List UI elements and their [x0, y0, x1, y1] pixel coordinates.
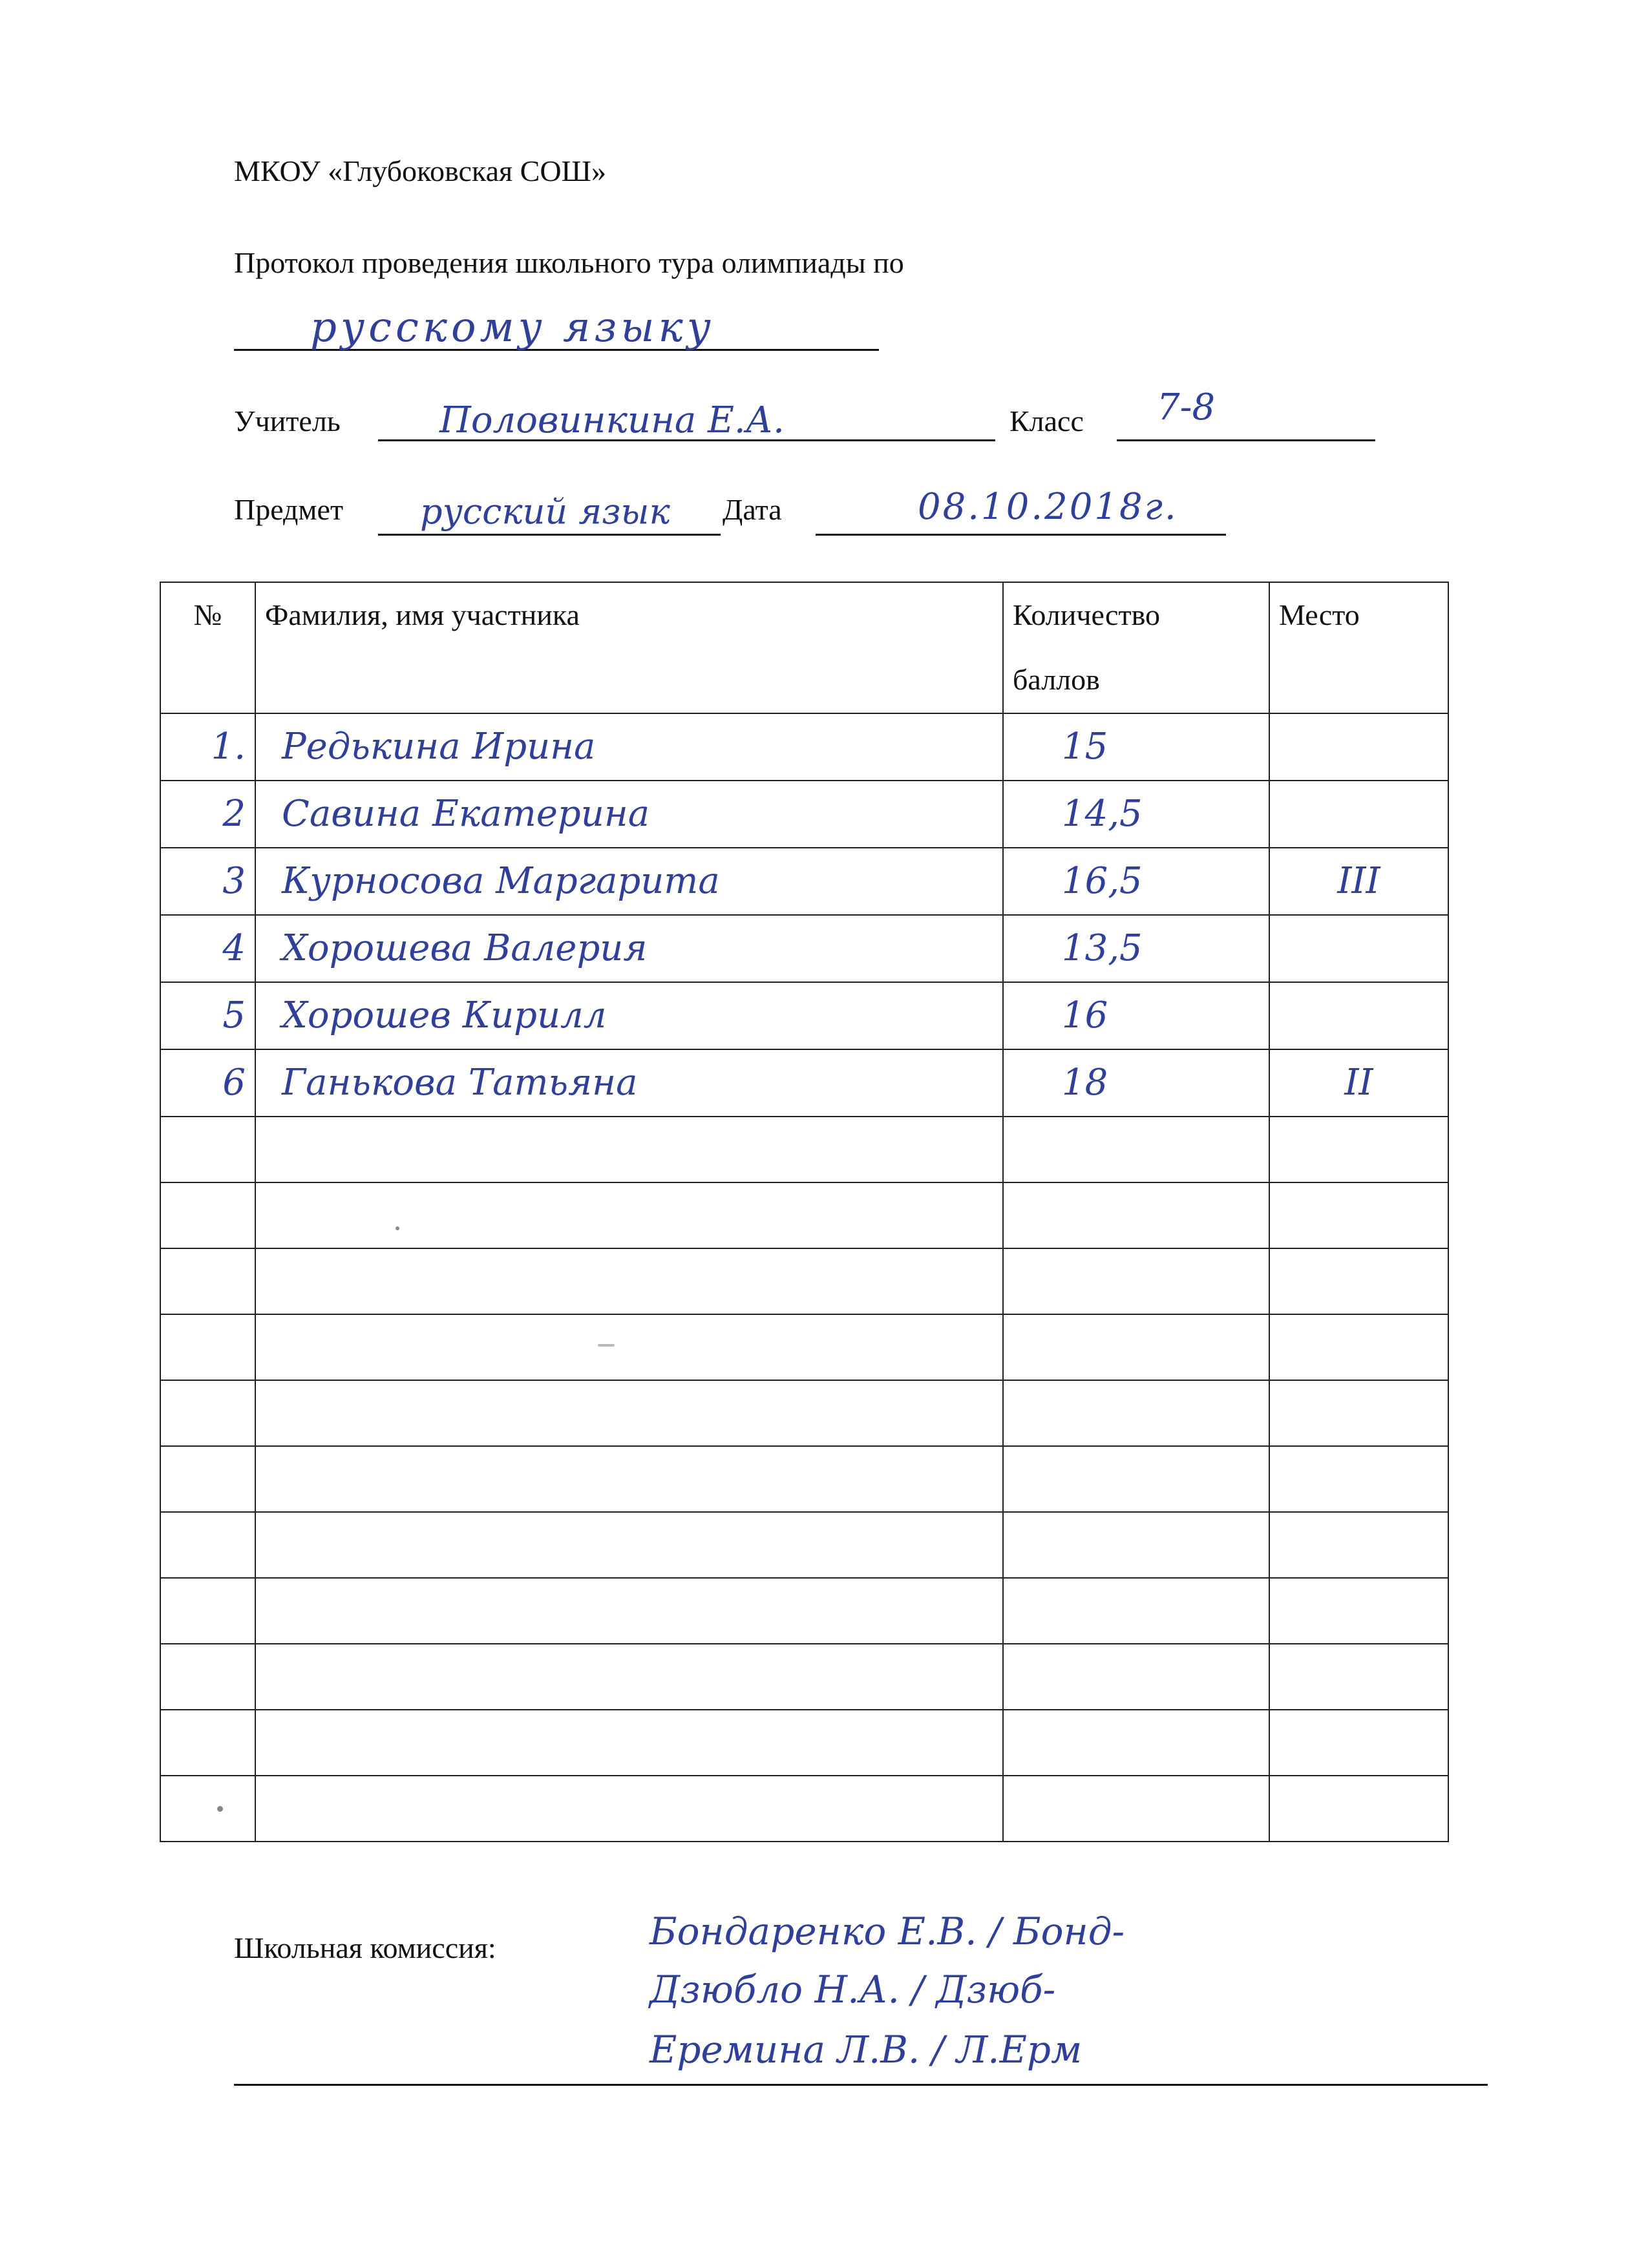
- cell-name: [255, 1512, 1003, 1578]
- cell-score: [1003, 1776, 1269, 1842]
- protocol-label: Протокол проведения школьного тура олимпиады по: [234, 246, 904, 279]
- signature-1: Бондаренко Е.В. / Бонд-: [650, 1909, 1125, 1953]
- cell-name: [255, 1182, 1003, 1248]
- header-score: [1003, 582, 1269, 713]
- header-place: Место: [1269, 582, 1448, 713]
- cell-place: [1269, 1446, 1448, 1512]
- cell-num: [160, 1117, 255, 1182]
- cell-num: [160, 781, 255, 848]
- cell-name: [255, 1710, 1003, 1776]
- cell-name-value: Курносова Маргарита: [282, 860, 720, 902]
- cell-name: [255, 1776, 1003, 1842]
- cell-place: [1269, 1380, 1448, 1446]
- cell-num: [160, 1314, 255, 1380]
- cell-num: [160, 1776, 255, 1842]
- cell-num: [160, 1049, 255, 1117]
- table-row: [160, 915, 1448, 982]
- cell-num-value: 2: [222, 793, 246, 835]
- cell-place-value: II: [1344, 1062, 1373, 1104]
- cell-num: [160, 1446, 255, 1512]
- cell-num-value: 6: [222, 1062, 246, 1104]
- header-num: №: [160, 582, 255, 713]
- date-value: 08.10.2018г.: [918, 486, 1178, 528]
- class-value: 7-8: [1157, 386, 1216, 428]
- school-name: МКОУ «Глубоковская СОШ»: [234, 154, 606, 187]
- cell-score: [1003, 1644, 1269, 1710]
- cell-num: [160, 915, 255, 982]
- cell-place: [1269, 1578, 1448, 1644]
- cell-place: [1269, 1710, 1448, 1776]
- cell-score: [1003, 1512, 1269, 1578]
- table-row: [160, 1446, 1448, 1512]
- cell-place: [1269, 1512, 1448, 1578]
- cell-name: [255, 1049, 1003, 1117]
- cell-score: [1003, 1578, 1269, 1644]
- cell-name: [255, 713, 1003, 781]
- class-underline: [1117, 439, 1375, 441]
- cell-name-value: Ганькова Татьяна: [282, 1062, 638, 1104]
- cell-score: [1003, 848, 1269, 915]
- cell-name: [255, 1380, 1003, 1446]
- cell-num-value: 4: [222, 927, 246, 969]
- olympiad-subject: русскому языку: [310, 304, 715, 352]
- cell-score: [1003, 781, 1269, 848]
- table-row: [160, 781, 1448, 848]
- cell-num-value: 3: [222, 860, 246, 902]
- cell-place: [1269, 848, 1448, 915]
- results-table: [160, 582, 1449, 1842]
- cell-num: [160, 1512, 255, 1578]
- cell-num: [160, 982, 255, 1049]
- cell-name: [255, 982, 1003, 1049]
- cell-score-value: 14,5: [1062, 793, 1143, 835]
- table-row: [160, 1710, 1448, 1776]
- scan-speck: [396, 1226, 399, 1230]
- table-row: [160, 1644, 1448, 1710]
- teacher-label: Учитель: [234, 404, 341, 437]
- scan-speck: [217, 1806, 223, 1812]
- cell-num: [160, 1644, 255, 1710]
- date-underline: [816, 534, 1226, 536]
- table-row: [160, 1578, 1448, 1644]
- cell-num: [160, 1710, 255, 1776]
- cell-num: [160, 713, 255, 781]
- date-label: Дата: [723, 493, 782, 526]
- table-row: [160, 1380, 1448, 1446]
- cell-score-value: 16,5: [1062, 860, 1143, 902]
- cell-place: [1269, 1776, 1448, 1842]
- table-row: [160, 1512, 1448, 1578]
- subject-value: русский язык: [420, 491, 670, 532]
- cell-score-value: 18: [1062, 1062, 1108, 1104]
- table-row: [160, 1776, 1448, 1842]
- cell-place: [1269, 982, 1448, 1049]
- table-row: [160, 1049, 1448, 1117]
- table-row: [160, 1248, 1448, 1314]
- scan-speck: [598, 1344, 615, 1347]
- cell-name: [255, 915, 1003, 982]
- cell-score: [1003, 1248, 1269, 1314]
- commission-label: Школьная комиссия:: [234, 1931, 496, 1964]
- cell-num-value: 5: [222, 994, 246, 1036]
- signature-3: Еремина Л.В. / Л.Ерм: [650, 2028, 1083, 2072]
- header-score-line1: Количество: [1013, 598, 1160, 631]
- cell-num: [160, 1380, 255, 1446]
- cell-place: [1269, 1117, 1448, 1182]
- cell-score: [1003, 1117, 1269, 1182]
- cell-score: [1003, 1049, 1269, 1117]
- cell-num: [160, 1182, 255, 1248]
- cell-name: [255, 1314, 1003, 1380]
- cell-place: [1269, 1182, 1448, 1248]
- cell-score: [1003, 1446, 1269, 1512]
- class-label: Класс: [1009, 404, 1084, 437]
- table-row: [160, 713, 1448, 781]
- cell-name: [255, 1117, 1003, 1182]
- table-row: [160, 1314, 1448, 1380]
- table-row: [160, 1117, 1448, 1182]
- cell-num-value: 1.: [211, 726, 246, 768]
- cell-name: [255, 1446, 1003, 1512]
- cell-score-value: 16: [1062, 994, 1108, 1036]
- cell-place-value: III: [1337, 860, 1380, 902]
- cell-score: [1003, 1380, 1269, 1446]
- cell-name: [255, 848, 1003, 915]
- cell-place: [1269, 1248, 1448, 1314]
- cell-place: [1269, 1049, 1448, 1117]
- cell-name-value: Хорошева Валерия: [282, 927, 648, 969]
- cell-name: [255, 1578, 1003, 1644]
- header-score-line2: баллов: [1013, 663, 1100, 696]
- cell-place: [1269, 1644, 1448, 1710]
- cell-score-value: 15: [1062, 726, 1108, 768]
- cell-place: [1269, 781, 1448, 848]
- cell-name: [255, 1644, 1003, 1710]
- cell-score-value: 13,5: [1062, 927, 1143, 969]
- cell-place: [1269, 1314, 1448, 1380]
- cell-name-value: Редькина Ирина: [282, 726, 596, 768]
- table-header-row: [160, 582, 1448, 713]
- cell-num: [160, 1578, 255, 1644]
- cell-score: [1003, 915, 1269, 982]
- cell-name: [255, 781, 1003, 848]
- table-row: [160, 1182, 1448, 1248]
- cell-score: [1003, 982, 1269, 1049]
- table-row: [160, 848, 1448, 915]
- subject-field-underline: [378, 534, 721, 536]
- cell-place: [1269, 915, 1448, 982]
- subject-label: Предмет: [234, 493, 344, 526]
- cell-name-value: Савина Екатерина: [282, 793, 650, 835]
- cell-score: [1003, 713, 1269, 781]
- cell-place: [1269, 713, 1448, 781]
- cell-score: [1003, 1314, 1269, 1380]
- table-row: [160, 982, 1448, 1049]
- cell-score: [1003, 1710, 1269, 1776]
- cell-name: [255, 1248, 1003, 1314]
- signature-2: Дзюбло Н.А. / Дзюб-: [650, 1968, 1056, 2011]
- bottom-rule: [234, 2084, 1488, 2086]
- cell-num: [160, 848, 255, 915]
- cell-score: [1003, 1182, 1269, 1248]
- cell-num: [160, 1248, 255, 1314]
- cell-name-value: Хорошев Кирилл: [282, 994, 607, 1036]
- teacher-value: Половинкина Е.А.: [439, 399, 785, 441]
- header-name: Фамилия, имя участника: [255, 582, 1003, 713]
